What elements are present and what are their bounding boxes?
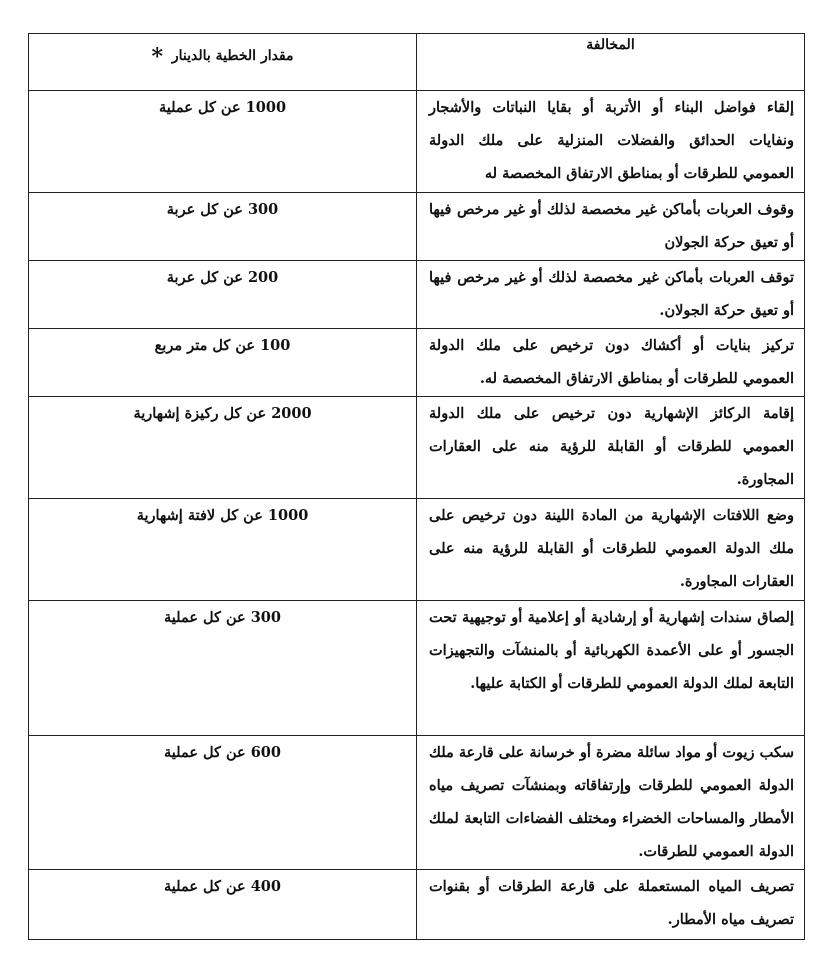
- table-row: [29, 329, 805, 397]
- table-row: [29, 736, 805, 870]
- fine-cell: [29, 193, 417, 261]
- table-row: [29, 870, 805, 940]
- fine-cell: [29, 91, 417, 193]
- fines-table: [28, 33, 805, 940]
- offense-column-header: [417, 34, 805, 91]
- offense-text: تركيز بنايات أو أكشاك دون ترخيص على ملك الدولة العمومي للطرقات أو بمناطق الارتفاق المخصصة له.: [429, 337, 794, 387]
- table-row: [29, 499, 805, 601]
- offense-cell: [417, 193, 805, 261]
- offense-cell: [417, 499, 805, 601]
- fine-text: 2000 عن كل ركيزة إشهارية: [133, 405, 312, 422]
- fine-cell: [29, 499, 417, 601]
- fine-cell: [29, 261, 417, 329]
- offense-text: إقامة الركائز الإشهارية دون ترخيص على ملك الدولة العمومي للطرقات أو القابلة للرؤية منه على العقارات المجاورة.: [429, 405, 794, 488]
- offense-text: سكب زيوت أو مواد سائلة مضرة أو خرسانة على قارعة ملك الدولة العمومي للطرقات وإرتفاقاته وبمنشآت تصريف مياه الأمطار والمساحات الخضراء ومختلف الفضاءات التابعة لملك الدولة العمومي للطرقات.: [429, 744, 794, 860]
- table-row: [29, 193, 805, 261]
- fine-header-label: مقدار الخطية بالدينار: [171, 48, 294, 64]
- offense-cell: [417, 736, 805, 870]
- fine-column-header: [29, 34, 417, 91]
- fine-text: 100 عن كل متر مربع: [154, 337, 291, 354]
- offense-cell: [417, 601, 805, 736]
- asterisk-mark: *: [151, 44, 163, 70]
- offense-cell: [417, 261, 805, 329]
- offense-cell: [417, 870, 805, 940]
- fine-text: 600 عن كل عملية: [164, 744, 281, 761]
- fine-text: 400 عن كل عملية: [164, 878, 281, 895]
- offense-text: إلصاق سندات إشهارية أو إرشادية أو إعلامية أو توجيهية تحت الجسور أو على الأعمدة الكهربائية أو بالمنشآت والتجهيزات التابعة لملك الدولة العمومي للطرقات أو الكتابة عليها.: [429, 609, 794, 692]
- fine-text: 300 عن كل عملية: [164, 609, 281, 626]
- fine-text: 1000 عن كل عملية: [158, 99, 287, 116]
- table-row: [29, 601, 805, 736]
- fine-text: 300 عن كل عربة: [166, 201, 279, 218]
- offense-cell: [417, 91, 805, 193]
- offense-cell: [417, 397, 805, 499]
- offense-text: وقوف العربات بأماكن غير مخصصة لذلك أو غير مرخص فيها أو تعيق حركة الجولان: [429, 201, 794, 251]
- fine-cell: [29, 329, 417, 397]
- table-header-row: [29, 34, 805, 91]
- offense-text: توقف العربات بأماكن غير مخصصة لذلك أو غير مرخص فيها أو تعيق حركة الجولان.: [429, 269, 794, 319]
- offense-header-label: المخالفة: [586, 37, 635, 53]
- table-row: [29, 261, 805, 329]
- fine-cell: [29, 601, 417, 736]
- fine-cell: [29, 870, 417, 940]
- fine-text: 1000 عن كل لافتة إشهارية: [136, 507, 309, 524]
- fine-cell: [29, 736, 417, 870]
- fine-text: 200 عن كل عربة: [166, 269, 279, 286]
- offense-text: إلقاء فواضل البناء أو الأتربة أو بقايا النباتات والأشجار ونفايات الحدائق والفضلات المنزلية على ملك الدولة العمومي للطرقات أو بمناطق الارتفاق المخصصة له: [429, 99, 794, 182]
- offense-cell: [417, 329, 805, 397]
- offense-text: تصريف المياه المستعملة على قارعة الطرقات أو بقنوات تصريف مياه الأمطار.: [429, 878, 794, 928]
- table-row: [29, 397, 805, 499]
- offense-text: وضع اللافتات الإشهارية من المادة اللينة دون ترخيص على ملك الدولة العمومي للطرقات أو القابلة للرؤية منه على العقارات المجاورة.: [429, 507, 794, 590]
- fine-cell: [29, 397, 417, 499]
- table-row: [29, 91, 805, 193]
